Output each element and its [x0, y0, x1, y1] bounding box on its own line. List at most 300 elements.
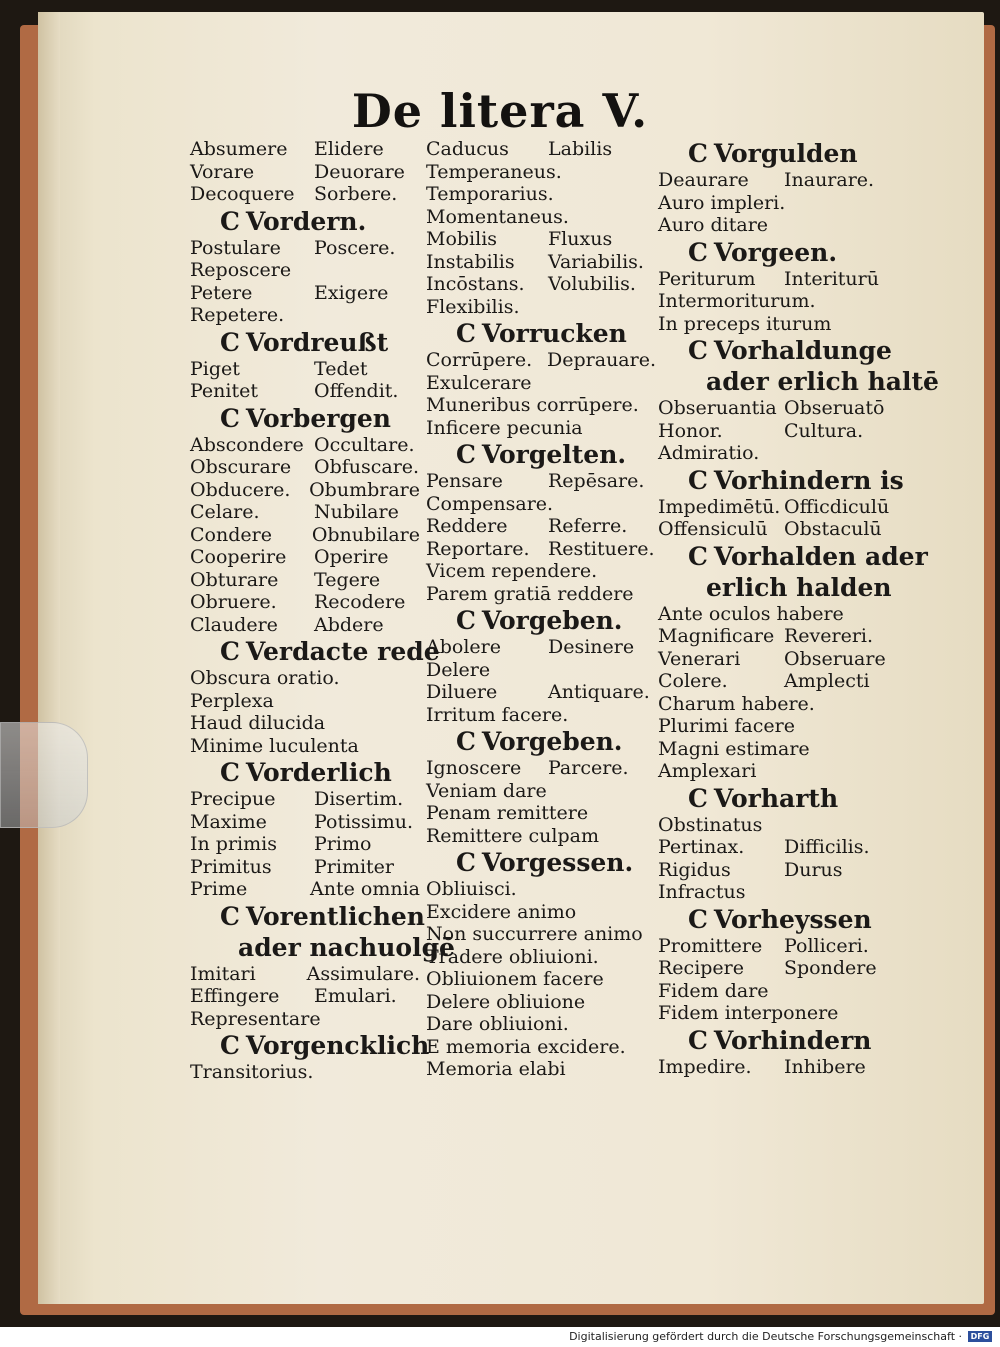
entry-line — [190, 735, 420, 758]
latin-term: Pertinax. — [658, 836, 745, 858]
latin-term-alt: Obumbrare — [309, 478, 420, 501]
latin-term-alt: Amplecti — [784, 670, 870, 692]
entry-line — [426, 1013, 656, 1036]
entry-line — [190, 591, 420, 614]
latin-term: Haud dilucida — [190, 712, 326, 734]
latin-term: Periturum — [658, 267, 756, 290]
latin-term: Excidere animo — [426, 900, 577, 923]
latin-term: Amplexari — [658, 760, 757, 782]
entry-line — [190, 811, 420, 834]
entry-line — [426, 538, 656, 561]
pilcrow-mark: C — [220, 901, 240, 931]
latin-term: Minime luculenta — [190, 734, 359, 757]
entry-line — [658, 442, 898, 465]
latin-term: E memoria excidere. — [426, 1035, 626, 1058]
latin-term: Obscura oratio. — [190, 667, 340, 689]
latin-term: Postulare — [190, 236, 281, 259]
headword-text: Vorbergen — [245, 403, 391, 433]
latin-term-alt: Labilis — [548, 138, 613, 160]
latin-term: Offensiculū — [658, 518, 768, 540]
latin-term: Transitorius. — [190, 1061, 314, 1083]
entry-line — [190, 569, 420, 592]
latin-term: Honor. — [658, 419, 723, 442]
latin-term: Incōstans. — [426, 273, 525, 295]
pilcrow-mark: C — [688, 904, 708, 934]
entry-line — [426, 161, 656, 184]
entry-line — [658, 760, 898, 783]
latin-term: Compensare. — [426, 492, 554, 515]
entry-line — [658, 693, 898, 716]
latin-term: Venerari — [658, 647, 741, 670]
latin-term: Obscurare — [190, 456, 292, 478]
latin-term-alt: Elidere — [314, 138, 384, 160]
headword-text: Vorgencklich — [245, 1031, 430, 1060]
german-headword — [688, 138, 898, 169]
entry-line — [658, 957, 898, 980]
entry-line — [426, 1058, 656, 1081]
german-headword — [220, 206, 420, 237]
latin-term: Vicem rependere. — [426, 560, 598, 582]
latin-term: Reposcere — [190, 259, 292, 281]
latin-term-alt: Desinere — [548, 636, 635, 658]
page-gutter — [38, 12, 60, 1304]
latin-term: Penitet — [190, 380, 259, 402]
pilcrow-mark: C — [220, 758, 240, 787]
entry-line — [658, 313, 898, 336]
latin-term-alt: Referre. — [548, 515, 628, 537]
entry-line — [658, 214, 898, 237]
headword-text: Vorhindern is — [713, 465, 904, 495]
entry-line — [658, 192, 898, 215]
latin-term: Non succurrere animo — [426, 923, 643, 945]
latin-term: Ante oculos habere — [658, 602, 844, 625]
latin-term: Plurimi facere — [658, 715, 795, 737]
entry-line — [426, 825, 656, 848]
entry-line — [190, 501, 420, 524]
entry-line — [190, 1061, 420, 1084]
entry-line — [658, 715, 898, 738]
pilcrow-mark: C — [688, 465, 708, 495]
latin-term-alt: Primo — [314, 833, 372, 855]
entry-line — [426, 138, 656, 161]
entry-line — [658, 935, 898, 958]
entry-line — [426, 991, 656, 1014]
latin-term: Reportare. — [426, 537, 530, 560]
latin-term: Celare. — [190, 501, 260, 523]
latin-term-alt: Cultura. — [784, 419, 864, 442]
entry-line — [190, 237, 420, 260]
latin-term: Primitus — [190, 855, 272, 878]
entry-line — [426, 183, 656, 206]
pilcrow-mark: C — [220, 637, 240, 666]
latin-term: Dare obliuioni. — [426, 1013, 569, 1035]
entry-line — [426, 273, 656, 296]
entry-line — [190, 833, 420, 856]
latin-term: Decoquere — [190, 183, 295, 205]
german-headword — [220, 403, 420, 434]
headword-continuation: ader nachuolgē — [238, 932, 455, 962]
headword-text: Vorentlichen — [245, 901, 425, 931]
latin-term: Ignoscere — [426, 757, 522, 779]
latin-term: Admiratio. — [658, 442, 760, 464]
german-headword — [220, 757, 420, 788]
entry-line — [190, 878, 420, 901]
latin-term: Deaurare — [658, 169, 749, 191]
latin-term: Obstinatus — [658, 813, 763, 836]
latin-term: Petere — [190, 281, 253, 304]
entry-line — [658, 603, 898, 626]
latin-term-alt: Deuorare — [314, 160, 405, 183]
latin-term-alt: Difficilis. — [784, 836, 870, 858]
latin-term: Fidem dare — [658, 979, 769, 1002]
headword-text: Vorderlich — [245, 758, 392, 787]
entry-line — [190, 479, 420, 502]
latin-term: Intermoriturum. — [658, 290, 816, 312]
latin-term-alt: Inaurare. — [784, 169, 875, 191]
entry-line — [658, 1056, 898, 1079]
german-headword — [688, 1025, 898, 1056]
entry-line — [426, 493, 656, 516]
latin-term: Magni estimare — [658, 737, 810, 760]
latin-term: Diluere — [426, 681, 498, 703]
entry-line — [426, 681, 656, 704]
entry-line — [658, 1002, 898, 1025]
latin-term-alt: Volubilis. — [548, 273, 636, 295]
latin-term-alt: Primiter — [314, 855, 394, 878]
pilcrow-mark: C — [456, 848, 476, 877]
headword-text: Vorgeben. — [481, 727, 623, 756]
latin-term-alt: Obfuscare. — [314, 456, 420, 478]
headword-text: Vorgelten. — [481, 440, 627, 469]
german-headword — [688, 237, 898, 268]
latin-term: Condere — [190, 523, 272, 546]
latin-term: Inficere pecunia — [426, 416, 583, 439]
german-headword — [688, 904, 898, 935]
latin-term-alt: Poscere. — [314, 236, 396, 259]
latin-term: Representare — [190, 1007, 321, 1030]
latin-term: Auro ditare — [658, 214, 769, 236]
entry-line — [190, 985, 420, 1008]
dfg-logo: DFG — [968, 1331, 992, 1342]
headword-text: Vorgessen. — [481, 848, 634, 877]
latin-term: Charum habere. — [658, 692, 815, 715]
entry-line — [426, 802, 656, 825]
latin-term: Irritum facere. — [426, 703, 569, 726]
latin-term-alt: Revereri. — [784, 625, 874, 647]
latin-term: Absumere — [190, 138, 288, 160]
latin-term: Temporarius. — [426, 183, 554, 205]
latin-term-alt: Operire — [314, 546, 389, 568]
latin-term: Claudere — [190, 613, 278, 636]
latin-term: Obturare — [190, 568, 279, 591]
entry-line — [190, 546, 420, 569]
latin-term-alt: Sorbere. — [314, 183, 398, 205]
entry-line — [426, 251, 656, 274]
latin-term: Obliuionem facere — [426, 968, 604, 990]
german-headword — [688, 541, 928, 572]
entry-line — [426, 659, 656, 682]
entry-line — [426, 901, 656, 924]
latin-term-alt: Restituere. — [548, 537, 655, 560]
latin-term: Penam remittere — [426, 802, 589, 824]
entry-line — [190, 667, 420, 690]
entry-line — [190, 856, 420, 879]
entry-line — [658, 859, 898, 882]
latin-term-alt: Nubilare — [314, 501, 399, 523]
latin-term-alt: Deprauare. — [547, 349, 656, 371]
german-headword — [220, 1030, 430, 1061]
entry-line — [658, 980, 898, 1003]
german-headword — [688, 335, 898, 366]
latin-term: Perplexa — [190, 689, 274, 712]
entry-line — [426, 968, 656, 991]
latin-term: Auro impleri. — [658, 191, 786, 214]
latin-term-alt: Obstaculū — [784, 518, 882, 540]
entry-line — [658, 290, 898, 313]
entry-line — [658, 836, 898, 859]
pilcrow-mark: C — [220, 403, 240, 433]
german-headword — [456, 605, 656, 636]
entry-line — [190, 690, 420, 713]
latin-term: Momentaneus. — [426, 205, 569, 228]
pilcrow-mark: C — [688, 1025, 708, 1055]
latin-term-alt: Antiquare. — [548, 681, 650, 703]
german-headword — [220, 327, 420, 358]
latin-term: Effingere — [190, 985, 280, 1007]
latin-term: Tradere obliuioni. — [426, 945, 599, 968]
entry-line — [426, 636, 656, 659]
latin-term-alt: Polliceri. — [784, 934, 869, 957]
entry-line — [426, 394, 656, 417]
entry-line — [190, 161, 420, 184]
entry-line — [658, 496, 898, 519]
entry-line — [426, 1036, 656, 1059]
latin-term: Exulcerare — [426, 371, 532, 394]
latin-term: Caducus — [426, 138, 509, 160]
entry-line — [426, 228, 656, 251]
latin-term: Infractus — [658, 881, 746, 903]
entry-line — [426, 923, 656, 946]
latin-term: Delere — [426, 658, 491, 681]
entry-line — [658, 881, 898, 904]
latin-term: Obliuisci. — [426, 878, 517, 900]
latin-term: Parem gratiā reddere — [426, 582, 634, 605]
pilcrow-mark: C — [688, 336, 708, 365]
page-heading: De litera V. — [351, 84, 649, 138]
entry-line — [426, 417, 656, 440]
german-headword — [456, 318, 656, 349]
latin-term-alt: Potissimu. — [314, 810, 414, 833]
entry-line — [658, 397, 898, 420]
latin-term-alt: Interiturū — [784, 267, 879, 290]
entry-line — [426, 704, 656, 727]
entry-line — [190, 524, 420, 547]
latin-term: Instabilis — [426, 250, 515, 273]
latin-term-alt: Inhibere — [784, 1055, 866, 1078]
column-1 — [190, 138, 455, 1084]
latin-term-alt: Exigere — [314, 281, 389, 304]
latin-term-alt: Abdere — [314, 613, 384, 636]
entry-line — [190, 304, 420, 327]
entry-line — [426, 946, 656, 969]
headword-text: Vorhaldunge — [713, 336, 892, 365]
latin-term-alt: Variabilis. — [548, 250, 644, 273]
german-headword — [220, 901, 425, 932]
latin-term: Repetere. — [190, 304, 285, 326]
footer-bar — [0, 1327, 1000, 1347]
entry-line — [426, 372, 656, 395]
entry-line — [190, 1008, 420, 1031]
latin-term-alt: Occultare. — [314, 433, 415, 456]
latin-term: Abscondere — [190, 433, 304, 456]
german-headword — [456, 726, 656, 757]
latin-term: Colere. — [658, 670, 728, 692]
latin-term-alt: Spondere — [784, 957, 877, 979]
entry-line — [426, 349, 656, 372]
headword-text: Vorharth — [713, 783, 839, 813]
entry-line — [426, 515, 656, 538]
entry-line — [658, 670, 898, 693]
entry-line — [658, 738, 898, 761]
latin-term-alt: Assimulare. — [306, 962, 420, 985]
latin-term: Promittere — [658, 934, 763, 957]
latin-term-alt: Tegere — [314, 568, 381, 591]
latin-term: Obducere. — [190, 478, 291, 501]
german-headword — [456, 847, 656, 878]
latin-term: Reddere — [426, 515, 508, 537]
latin-term: Imitari — [190, 962, 256, 985]
pilcrow-mark: C — [220, 206, 240, 236]
pilcrow-mark: C — [688, 237, 708, 267]
latin-term-alt: Ante omnia — [310, 878, 420, 900]
entry-line — [426, 757, 656, 780]
latin-term-alt: Recodere — [314, 591, 406, 613]
latin-term: Impedimētū. — [658, 495, 781, 518]
headword-continuation: erlich halden — [706, 572, 892, 602]
latin-term: Obseruantia — [658, 397, 777, 419]
entry-line — [190, 358, 420, 381]
entry-line — [658, 268, 898, 291]
latin-term: Delere obliuione — [426, 990, 586, 1013]
pilcrow-mark: C — [456, 727, 476, 756]
latin-term: Cooperire — [190, 546, 287, 568]
entry-line — [426, 780, 656, 803]
entry-line — [190, 712, 420, 735]
headword-text: Vorhindern — [713, 1025, 872, 1055]
entry-line — [658, 625, 898, 648]
entry-line — [658, 169, 898, 192]
latin-term-alt: Parcere. — [548, 757, 629, 779]
headword-continuation: ader erlich haltē — [706, 367, 939, 396]
entry-line — [190, 259, 420, 282]
latin-term: Flexibilis. — [426, 295, 520, 318]
latin-term: Muneribus corrūpere. — [426, 394, 639, 416]
latin-term: Remittere culpam — [426, 824, 599, 847]
entry-line — [190, 282, 420, 305]
latin-term-alt: Offendit. — [314, 380, 399, 402]
german-headword — [688, 783, 898, 814]
headword-text: Vordern. — [245, 206, 367, 236]
entry-line — [426, 470, 656, 493]
entry-line — [190, 614, 420, 637]
german-headword — [456, 439, 656, 470]
entry-line — [190, 788, 420, 811]
latin-term: Vorare — [190, 160, 255, 183]
latin-term-alt: Obnubilare — [311, 523, 420, 546]
entry-line — [426, 206, 656, 229]
headword-text: Vorheyssen — [713, 904, 872, 934]
entry-line — [426, 878, 656, 901]
column-3 — [658, 138, 939, 1078]
entry-line — [190, 434, 420, 457]
entry-line — [658, 420, 898, 443]
latin-term-alt: Obseruare — [784, 647, 886, 670]
latin-term: Rigidus — [658, 858, 731, 881]
entry-line — [190, 456, 420, 479]
german-headword — [220, 636, 440, 667]
latin-term: Precipue — [190, 788, 276, 810]
latin-term-alt: Emulari. — [314, 985, 397, 1007]
column-2 — [426, 138, 656, 1081]
latin-term-alt: Obseruatō — [784, 397, 885, 419]
latin-term: Magnificare — [658, 625, 775, 647]
latin-term: Fidem interponere — [658, 1002, 839, 1024]
pilcrow-mark: C — [688, 783, 708, 813]
headword-text: Vordreußt — [245, 327, 389, 357]
entry-line — [426, 583, 656, 606]
latin-term: Veniam dare — [426, 779, 547, 802]
headword-text: Vorgeen. — [713, 237, 838, 267]
pilcrow-mark: C — [456, 606, 476, 635]
pilcrow-mark: C — [688, 541, 708, 571]
entry-line — [190, 138, 420, 161]
pilcrow-mark: C — [220, 1031, 240, 1060]
headword-text: Vorhalden ader — [713, 541, 928, 571]
latin-term-alt: Tedet — [314, 357, 368, 380]
latin-term: Mobilis — [426, 228, 498, 250]
headword-text: Verdacte rede — [245, 637, 440, 666]
latin-term: In primis — [190, 833, 277, 855]
latin-term: Maxime — [190, 810, 267, 833]
latin-term: Abolere — [426, 636, 501, 658]
entry-line — [426, 296, 656, 319]
headword-text: Vorrucken — [481, 319, 627, 348]
german-headword — [688, 465, 904, 496]
entry-line — [190, 183, 420, 206]
entry-line — [190, 380, 420, 403]
pilcrow-mark: C — [456, 319, 476, 348]
footer-credit: Digitalisierung gefördert durch die Deutsche Forschungsgemeinschaft · — [569, 1330, 962, 1343]
latin-term: Prime — [190, 878, 248, 900]
latin-term: Corrūpere. — [426, 349, 533, 371]
latin-term-alt: Fluxus — [548, 228, 613, 250]
headword-text: Vorgeben. — [481, 606, 623, 635]
latin-term: Pensare — [426, 470, 503, 492]
latin-term: In preceps iturum — [658, 312, 832, 335]
headword-text: Vorgulden — [713, 139, 858, 168]
latin-term-alt: Disertim. — [314, 788, 404, 810]
entry-line — [658, 814, 898, 837]
entry-line — [426, 560, 656, 583]
entry-line — [190, 963, 420, 986]
pilcrow-mark: C — [688, 139, 708, 168]
latin-term: Impedire. — [658, 1055, 752, 1078]
pilcrow-mark: C — [220, 327, 240, 357]
latin-term: Obruere. — [190, 591, 277, 613]
page-clip — [0, 722, 88, 828]
entry-line — [658, 518, 898, 541]
entry-line — [658, 648, 898, 671]
